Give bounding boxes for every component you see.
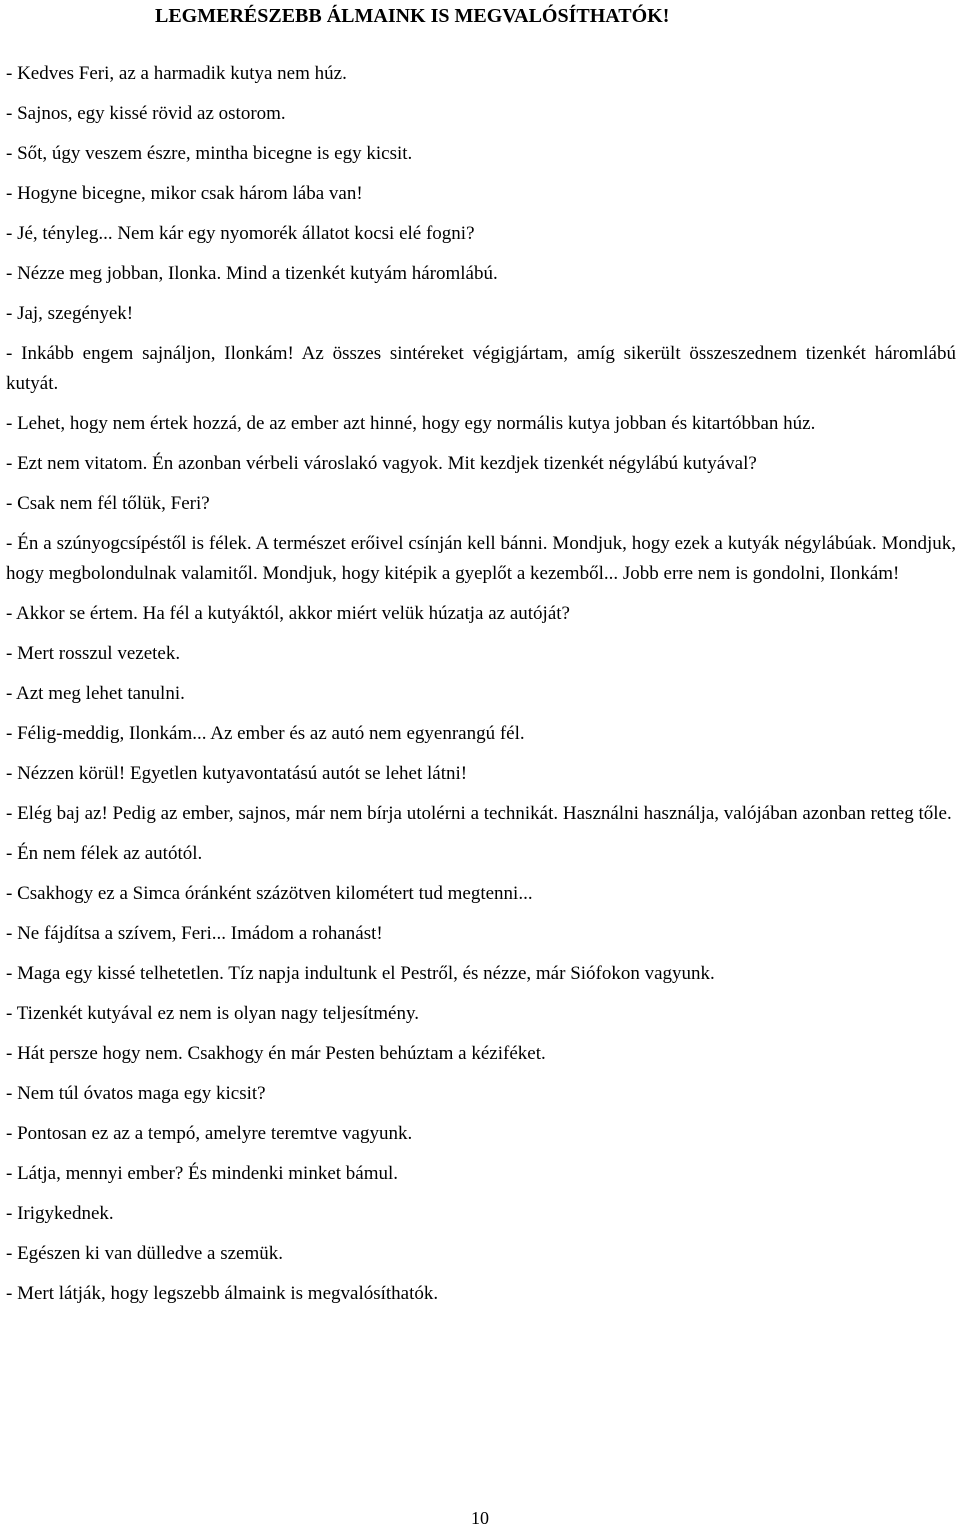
dialogue-line: - Nézzen körül! Egyetlen kutyavontatású autót se lehet látni! xyxy=(6,763,468,784)
dialogue-line: - Nézze meg jobban, Ilonka. Mind a tizenkét kutyám háromlábú. xyxy=(6,263,498,284)
document-title: LEGMERÉSZEBB ÁLMAINK IS MEGVALÓSÍTHATÓK! xyxy=(155,5,670,27)
dialogue-line: - Én a szúnyogcsípéstől is félek. A természet erőivel csínján kell bánni. Mondjuk, hogy ezek a kutyák négylábúak. Mondjuk, hogy megbolondulnak valamitől. Mondjuk, hogy kitépik a gyeplőt a kezemből... Jobb erre nem is gondolni, Ilonkám! xyxy=(6,533,956,584)
dialogue-line: - Én nem félek az autótól. xyxy=(6,843,203,864)
dialogue-line: - Félig-meddig, Ilonkám... Az ember és az autó nem egyenrangú fél. xyxy=(6,723,525,744)
dialogue-line: - Maga egy kissé telhetetlen. Tíz napja indultunk el Pestről, és nézze, már Siófokon vagyunk. xyxy=(6,963,715,984)
dialogue-line: - Sőt, úgy veszem észre, mintha bicegne is egy kicsit. xyxy=(6,143,413,164)
dialogue-line: - Sajnos, egy kissé rövid az ostorom. xyxy=(6,103,286,124)
dialogue-line: - Pontosan ez az a tempó, amelyre teremtve vagyunk. xyxy=(6,1123,413,1144)
dialogue-line: - Mert látják, hogy legszebb álmaink is megvalósíthatók. xyxy=(6,1283,439,1304)
dialogue-line: - Nem túl óvatos maga egy kicsit? xyxy=(6,1083,266,1104)
dialogue-line: - Lehet, hogy nem értek hozzá, de az ember azt hinné, hogy egy normális kutya jobban és kitartóbban húz. xyxy=(6,413,816,434)
dialogue-line: - Egészen ki van dülledve a szemük. xyxy=(6,1243,283,1264)
dialogue-line: - Elég baj az! Pedig az ember, sajnos, már nem bírja utolérni a technikát. Használni használja, valójában azonban retteg tőle. xyxy=(6,803,952,824)
dialogue-line: - Azt meg lehet tanulni. xyxy=(6,683,185,704)
dialogue-line: - Jé, tényleg... Nem kár egy nyomorék állatot kocsi elé fogni? xyxy=(6,223,475,244)
dialogue-line: - Csak nem fél tőlük, Feri? xyxy=(6,493,210,514)
dialogue-line: - Hát persze hogy nem. Csakhogy én már Pesten behúztam a kéziféket. xyxy=(6,1043,546,1064)
page-number: 10 xyxy=(471,1508,489,1528)
dialogue-line: - Jaj, szegények! xyxy=(6,303,134,324)
dialogue-line: - Ezt nem vitatom. Én azonban vérbeli városlakó vagyok. Mit kezdjek tizenkét négylábú kutyával? xyxy=(6,453,757,474)
dialogue-line: - Irigykednek. xyxy=(6,1203,114,1224)
dialogue-line: - Inkább engem sajnáljon, Ilonkám! Az összes sintéreket végigjártam, amíg sikerült összeszednem tizenkét háromlábú kutyát. xyxy=(6,343,956,394)
dialogue-line: - Csakhogy ez a Simca óránként százötven kilométert tud megtenni... xyxy=(6,883,533,904)
dialogue-list xyxy=(6,59,956,1319)
dialogue-line: - Látja, mennyi ember? És mindenki minket bámul. xyxy=(6,1163,399,1184)
dialogue-line: - Kedves Feri, az a harmadik kutya nem húz. xyxy=(6,63,347,84)
dialogue-line: - Ne fájdítsa a szívem, Feri... Imádom a rohanást! xyxy=(6,923,383,944)
dialogue-line: - Mert rosszul vezetek. xyxy=(6,643,181,664)
dialogue-line: - Tizenkét kutyával ez nem is olyan nagy teljesítmény. xyxy=(6,1003,419,1024)
dialogue-line: - Akkor se értem. Ha fél a kutyáktól, akkor miért velük húzatja az autóját? xyxy=(6,603,570,624)
dialogue-line: - Hogyne bicegne, mikor csak három lába van! xyxy=(6,183,363,204)
